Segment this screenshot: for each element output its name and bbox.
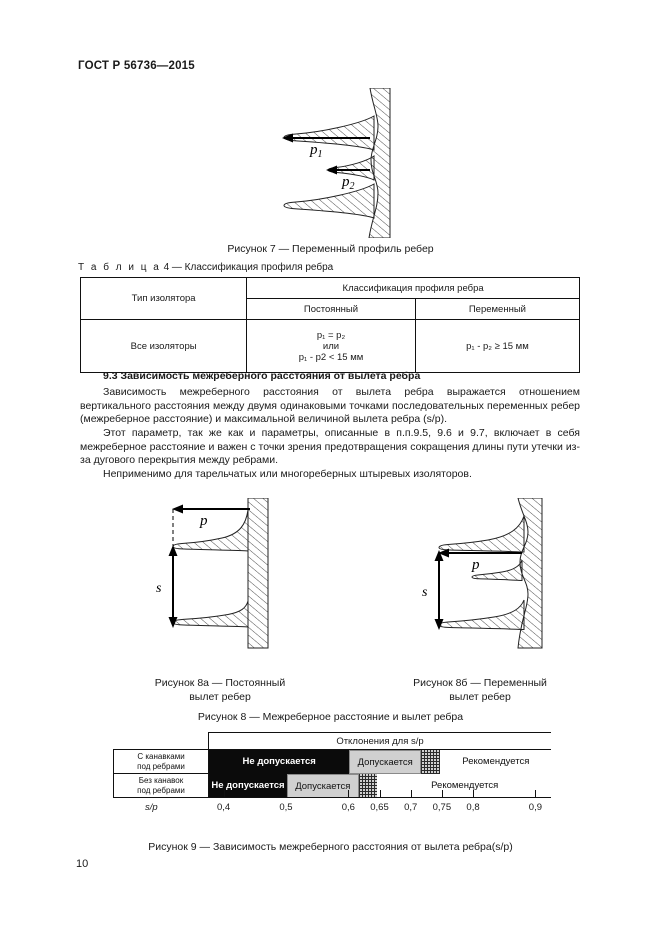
figure-9-band	[421, 750, 440, 774]
figure-9-chart	[113, 732, 551, 832]
table-4-title	[78, 262, 333, 273]
figure-8a-caption-line2: вылет ребер	[189, 691, 251, 703]
figure-9-band: Рекомендуется	[440, 750, 552, 774]
table-4-col-type: Тип изолятора	[81, 278, 247, 320]
figure-7-drawing	[270, 88, 480, 238]
section-heading: 9.3 Зависимость межреберного расстояния от вылета ребра	[103, 370, 421, 382]
figure-9-row-label-1-line1: С канавками	[137, 752, 185, 761]
figure-9-axis-tick	[442, 790, 443, 797]
figure-9-axis-tick-label: 0,75	[432, 802, 452, 813]
table-4-title-rest: — Классификация профиля ребра	[171, 262, 334, 273]
figure-7-caption: Рисунок 7 — Переменный профиль ребер	[227, 243, 434, 255]
figure-9-band	[359, 774, 378, 798]
figure-9-gridbox	[113, 749, 551, 797]
figure-8-caption: Рисунок 8 — Межреберное расстояние и вылет ребра	[197, 711, 464, 723]
figure-9-row-label-1-line2: под ребрами	[137, 762, 185, 771]
figure-9-axis-tick-label: 0,8	[466, 802, 480, 813]
section-paragraph-1: Зависимость межреберного расстояния от вылета ребра выражается отношением вертикального расстояния между двумя одинаковыми точками последовательных переменных ребер (межреберное расстояние) и максимальной величиной вылета ребра (s/p).	[80, 386, 580, 426]
table-row	[81, 320, 580, 373]
figure-8a-caption	[95, 676, 345, 704]
figure-8b-caption-line2: вылет ребер	[449, 691, 511, 703]
figure-9-axis-tick-label: 0,6	[341, 802, 355, 813]
page-number: 10	[76, 858, 89, 870]
figure-9-axis	[113, 797, 551, 832]
table-4-col-constant: Постоянный	[247, 299, 416, 320]
figure-9-band: Допускается	[287, 774, 359, 798]
figure-9-axis-tick	[380, 790, 381, 797]
figure-8a-label-p: p	[200, 513, 208, 529]
figure-9-axis-line	[113, 797, 551, 798]
figure-7-svg	[270, 88, 480, 238]
figure-9-axis-label: s/p	[145, 802, 158, 813]
figure-9-axis-tick	[411, 790, 412, 797]
table-4-title-number: 4	[163, 262, 170, 273]
table-4-cell-constant-line2: или	[322, 340, 340, 352]
figure-9-axis-tick	[473, 790, 474, 797]
figure-7-label-p2: $p_2$	[342, 174, 355, 192]
figure-9-row-label-1	[114, 750, 209, 774]
table-4-cell-variable: p₁ - p₂ ≥ 15 мм	[415, 320, 579, 373]
figure-8b-label-p: p	[472, 557, 480, 573]
table-4-col-variable: Переменный	[415, 299, 579, 320]
figure-9-row-label-2-line2: под ребрами	[137, 786, 185, 795]
figure-9-axis-tick	[286, 790, 287, 797]
table-row	[81, 278, 580, 299]
figure-8b-label-s: s	[422, 585, 428, 600]
figure-9-band: Рекомендуется	[377, 774, 552, 798]
figure-9-header: Отклонения для s/p	[208, 732, 551, 749]
figure-9-axis-tick	[348, 790, 349, 797]
figure-9-axis-tick-label: 0,7	[404, 802, 418, 813]
figure-8a-svg	[150, 498, 340, 663]
figure-9-axis-tick	[224, 790, 225, 797]
section-paragraph-2: Этот параметр, так же как и параметры, описанные в п.п.9.5, 9.6 и 9.7, включает в себя межреберное расстояние и важен с точки зрения предотвращения сокращения длины пути утечки из-за дугового перекрытия между ребрами.	[80, 427, 580, 467]
figure-8b-drawing	[410, 498, 600, 663]
table-4-cell-constant-line1: p₁ = p₂	[316, 329, 346, 341]
table-4-cell-constant	[247, 320, 416, 373]
figure-9-axis-tick	[535, 790, 536, 797]
figure-9-band: Допускается	[349, 750, 421, 774]
figure-9-band: Не допускается	[209, 750, 349, 774]
figure-8b-caption-line1: Рисунок 8б — Переменный	[413, 677, 547, 689]
figure-8a-label-s: s	[156, 581, 162, 596]
figure-8b-caption	[355, 676, 605, 704]
table-4-col-group: Классификация профиля ребра	[247, 278, 580, 299]
figure-9-band-row-2	[209, 774, 552, 798]
figure-9-axis-tick-label: 0,65	[370, 802, 389, 813]
section-paragraph-3: Неприменимо для тарельчатых или многореберных штыревых изоляторов.	[103, 468, 472, 480]
figure-9-row-label-2	[114, 774, 209, 798]
table-4-row-type: Все изоляторы	[81, 320, 247, 373]
figure-9-caption: Рисунок 9 — Зависимость межреберного расстояния от вылета ребра(s/p)	[148, 841, 513, 853]
table-4	[80, 277, 580, 373]
figure-9-axis-tick-label: 0,5	[279, 802, 293, 813]
figure-9-row-label-2-line1: Без канавок	[138, 776, 184, 785]
figure-8a-caption-line1: Рисунок 8а — Постоянный	[154, 677, 286, 689]
table-4-title-prefix: Т а б л и ц а	[78, 262, 161, 273]
figure-9-axis-tick-label: 0,9	[528, 802, 543, 813]
document-header: ГОСТ Р 56736—2015	[78, 60, 195, 72]
figure-9-band-row-1	[209, 750, 552, 774]
figure-7-label-p1: $p_1$	[310, 142, 323, 160]
figure-9-axis-tick-label: 0,4	[216, 802, 231, 813]
figure-8b-svg	[410, 498, 600, 663]
figure-9-band: Не допускается	[209, 774, 287, 798]
table-4-cell-constant-line3: p₁ - p2 < 15 мм	[298, 351, 364, 363]
figure-8a-drawing	[150, 498, 340, 663]
